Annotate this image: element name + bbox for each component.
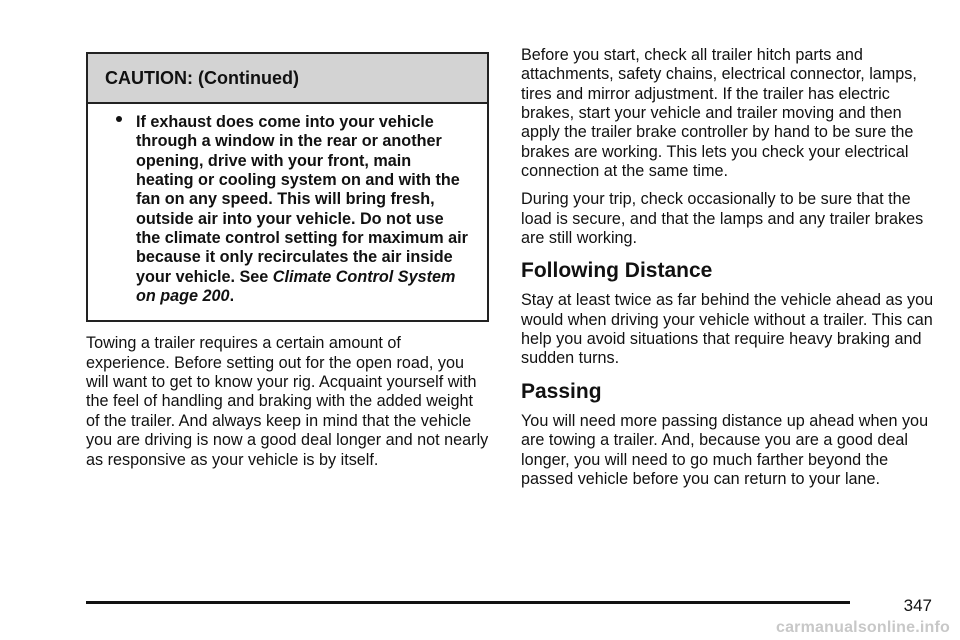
- following-distance-heading: Following Distance: [521, 259, 713, 283]
- left-column: [86, 52, 489, 470]
- passing-paragraph: You will need more passing distance up ahead when you are towing a trailer. And, because you are a good deal longer, you will need to go much farther beyond the passed vehicle before you can return to your lane.: [521, 411, 929, 488]
- caution-bullet-text: [136, 113, 469, 306]
- footer-rule: [86, 601, 850, 604]
- caution-text: If exhaust does come into your vehicle through a window in the rear or another opening, drive with your front, main heating or cooling system on and with the fan on any speed. This will bring fresh, outside air into your vehicle. Do not use the climate control setting for maximum air because it only recirculates the air inside your vehicle. See: [136, 113, 468, 286]
- right-column: [521, 46, 941, 498]
- page-number: 347: [903, 596, 932, 615]
- passing-heading: Passing: [521, 379, 602, 403]
- watermark: carmanualsonline.info: [775, 619, 950, 636]
- caution-reference: Climate Control System on page 200: [136, 267, 456, 306]
- caution-box: [86, 52, 489, 322]
- caution-reference-end: .: [229, 287, 235, 306]
- caution-body: [88, 104, 487, 320]
- bullet-icon: [116, 116, 122, 122]
- checklist-paragraph: Before you start, check all trailer hitch parts and attachments, safety chains, electrical connector, lamps, tires and mirror adjustment. If the trailer has electric brakes, start your vehicle and trailer moving and then apply the trailer brake controller by hand to be sure the brakes are working. This lets you check your electrical connection at the same time.: [521, 46, 917, 181]
- caution-title: CAUTION: (Continued): [88, 54, 487, 104]
- trip-paragraph: During your trip, check occasionally to be sure that the load is secure, and that the lamps and any trailer brakes are still working.: [521, 190, 924, 248]
- following-distance-paragraph: Stay at least twice as far behind the vehicle ahead as you would when driving your vehicle without a trailer. This can help you avoid situations that require heavy braking and sudden turns.: [521, 291, 934, 368]
- towing-paragraph: Towing a trailer requires a certain amount of experience. Before setting out for the open road, you will want to get to know your rig. Acquaint yourself with the feel of handling and braking with the added weight of the trailer. And always keep in mind that the vehicle you are driving is now a good deal longer and not nearly as responsive as your vehicle is by itself.: [86, 334, 489, 469]
